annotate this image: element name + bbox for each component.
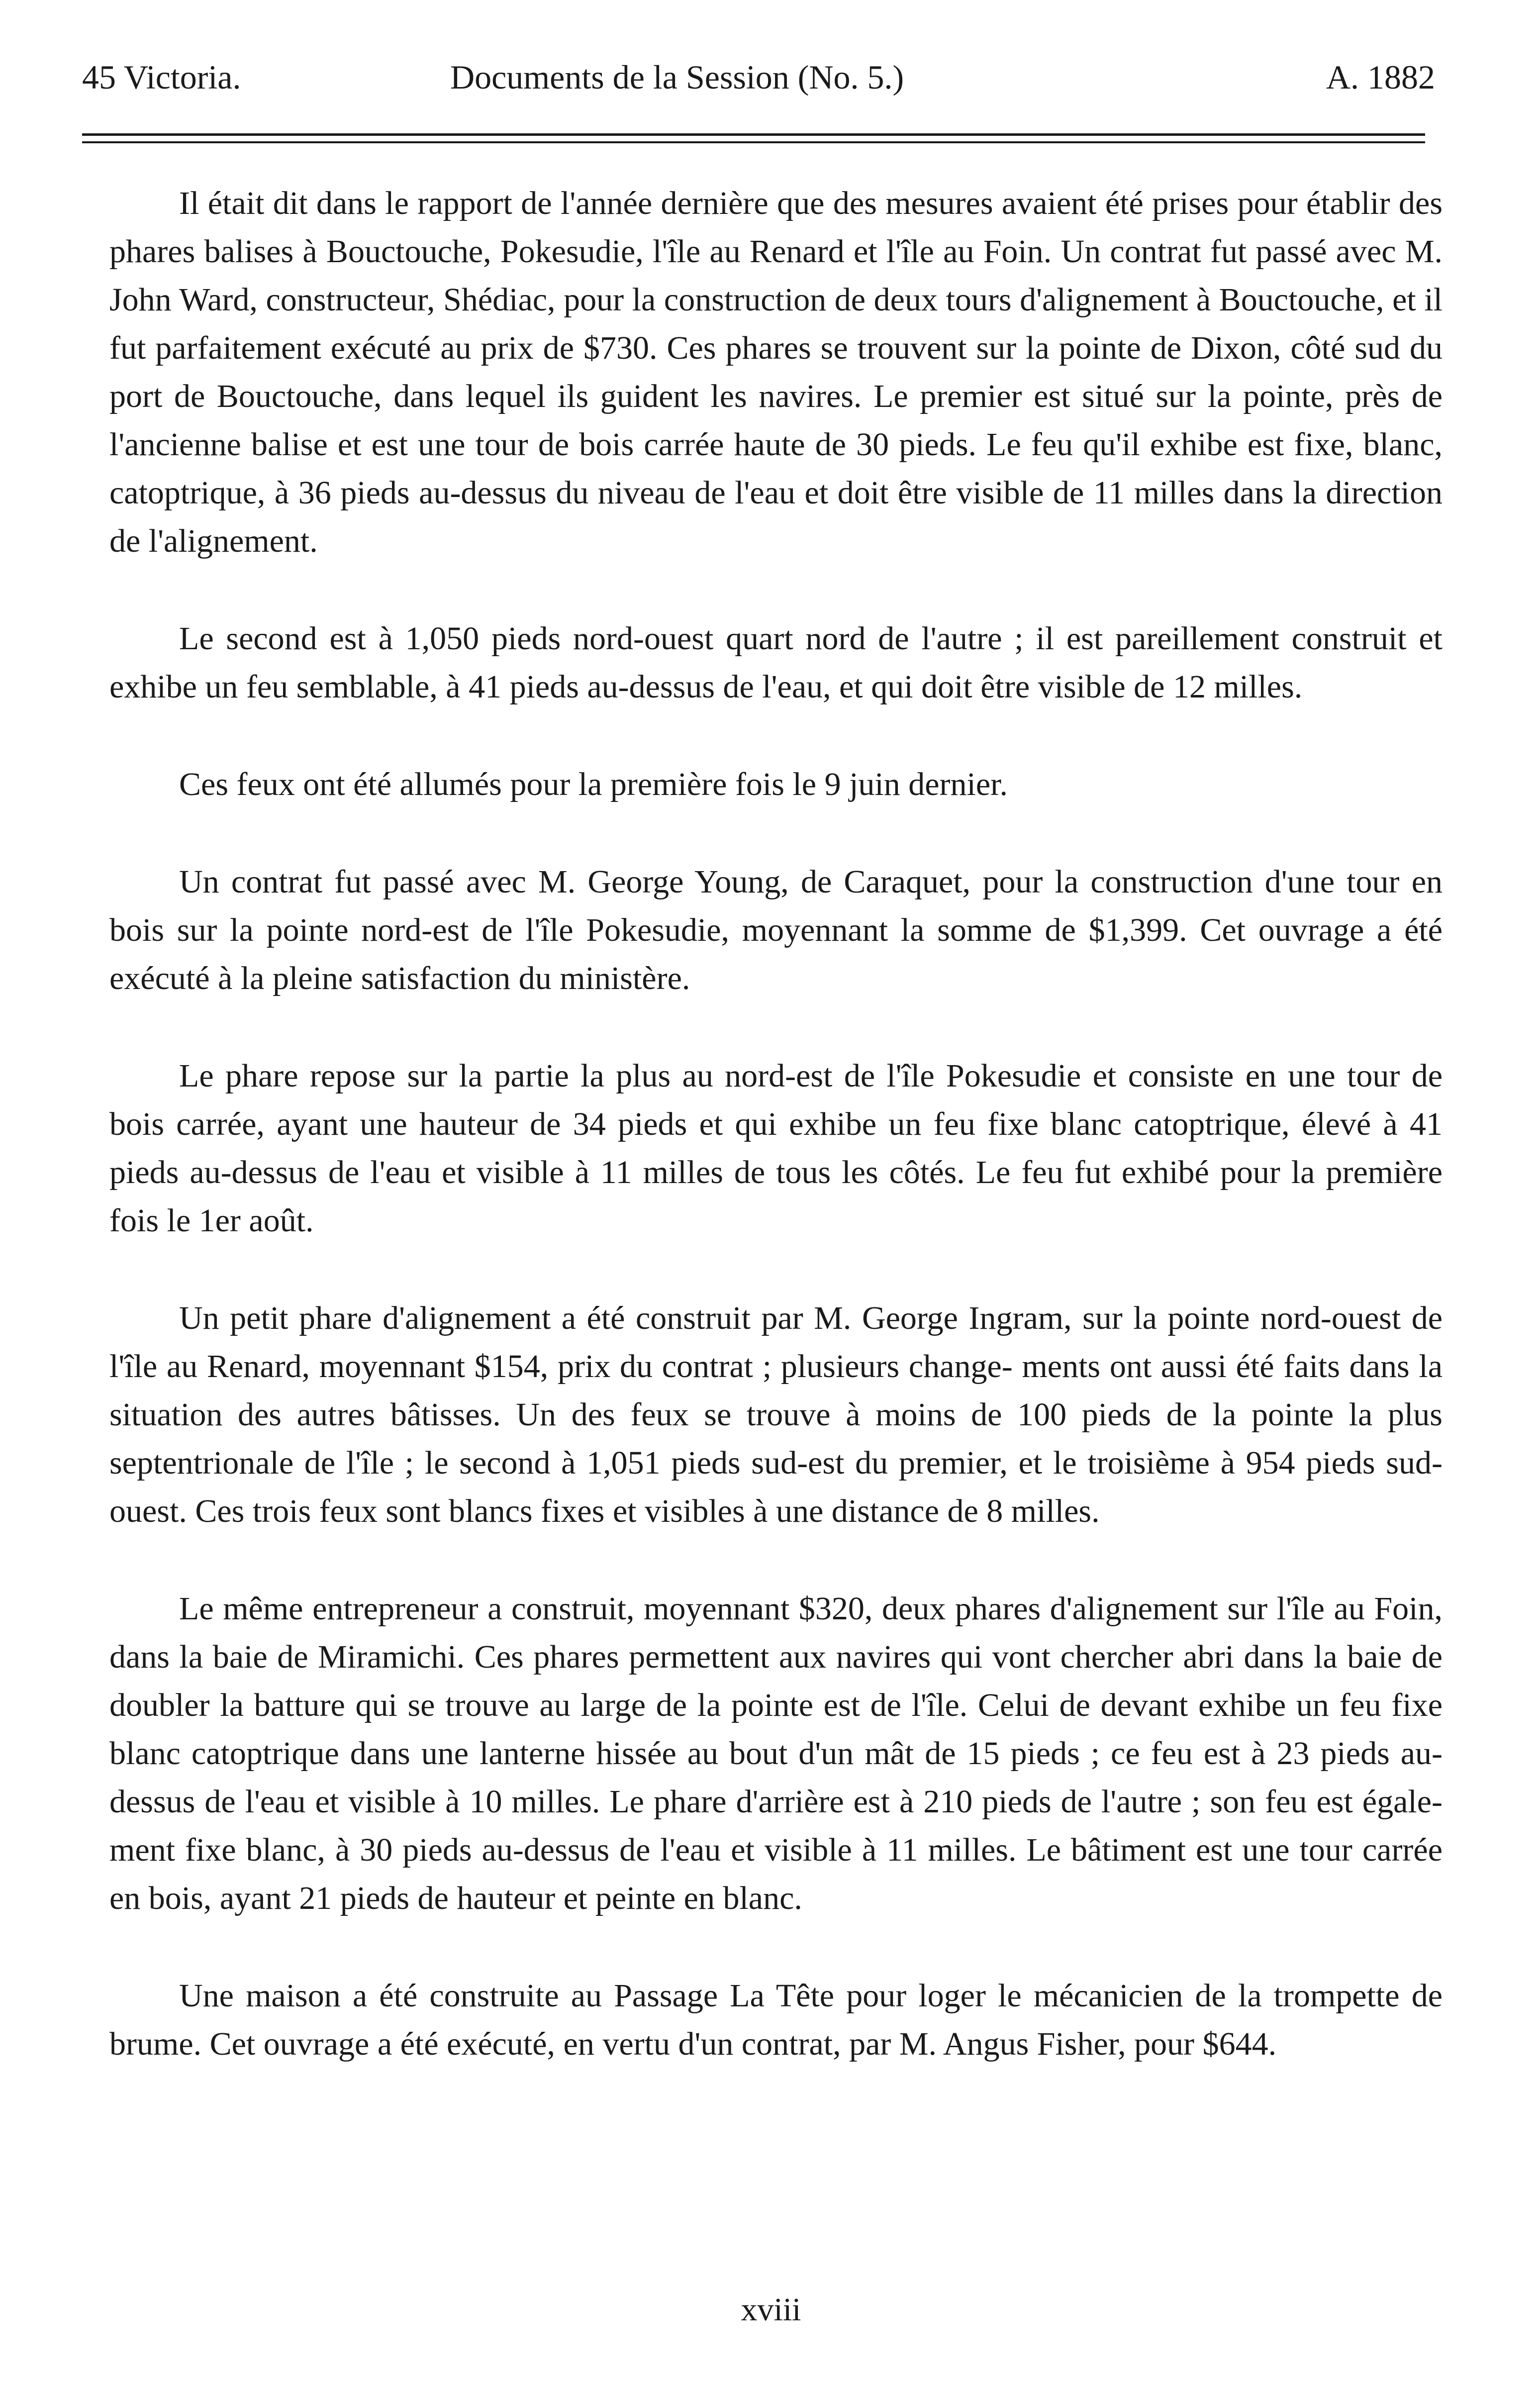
header-publication-year: A. 1882 bbox=[1326, 58, 1435, 96]
running-header bbox=[82, 47, 1435, 107]
paragraph-passage-la-tete: Une maison a été construite au Passage La Tête pour loger le mécanicien de la trompette de brume. Cet ouvrage a été exécuté, en vertu d'un contrat, par M. Angus Fisher, pour $644. bbox=[109, 1978, 1443, 2062]
page-number: xviii bbox=[741, 2291, 801, 2328]
paragraph-pokesudie-contract: Un contrat fut passé avec M. George Young, de Caraquet, pour la construction d'une tour en bois sur la pointe nord-est de l'île Pokesudie, moyennant la somme de $1,399. Cet ouvrage a été exécuté à la pleine satisfaction du ministère. bbox=[109, 864, 1443, 996]
header-session-year: 45 Victoria. bbox=[82, 58, 241, 96]
header-rule-top bbox=[82, 133, 1425, 136]
paragraph-second-light: Le second est à 1,050 pieds nord-ouest quart nord de l'autre ; il est pareillement construit et exhibe un feu semblable, à 41 pieds au-dessus de l'eau, et qui doit être visible de 12 milles. bbox=[109, 620, 1443, 705]
body-text bbox=[109, 179, 1443, 2068]
paragraph-ile-au-renard: Un petit phare d'alignement a été construit par M. George Ingram, sur la pointe nord-ouest de l'île au Renard, moyennant $154, prix du contrat ; plusieurs change- ments ont aussi été faits dans la situation des autres bâtisses. Un des feux se trouve à moins de 100 pieds de la pointe la plus septentrionale de l'île ; le second à 1,051 pieds sud-est du premier, et le troisième à 954 pieds sud-ouest. Ces trois feux sont blancs fixes et visibles à une distance de 8 milles. bbox=[109, 1300, 1443, 1529]
paragraph-lighting-date: Ces feux ont été allumés pour la première fois le 9 juin dernier. bbox=[179, 766, 1008, 802]
paragraph-ile-au-foin: Le même entrepreneur a construit, moyennant $320, deux phares d'alignement sur l'île au Foin, dans la baie de Miramichi. Ces phares permettent aux navires qui vont chercher abri dans la baie de doubler la batture qui se trouve au large de la pointe est de l'île. Celui de devant exhibe un feu fixe blanc catoptrique dans une lanterne hissée au bout d'un mât de 15 pieds ; ce feu est à 23 pieds au-dessus de l'eau et visible à 10 milles. Le phare d'arrière est à 210 pieds de l'autre ; son feu est égale- ment fixe blanc, à 30 pieds au-dessus de l'eau et visible à 11 milles. Le bâtiment est une tour carrée en bois, ayant 21 pieds de hauteur et peinte en blanc. bbox=[109, 1590, 1443, 1916]
paragraph-pokesudie-light: Le phare repose sur la partie la plus au nord-est de l'île Pokesudie et consiste en une tour de bois carrée, ayant une hauteur de 34 pieds et qui exhibe un feu fixe blanc catoptrique, élevé à 41 pieds au-dessus de l'eau et visible à 11 milles de tous les côtés. Le feu fut exhibé pour la première fois le 1er août. bbox=[109, 1058, 1443, 1239]
header-rule-bottom bbox=[82, 141, 1425, 143]
paragraph-bouctouche: Il était dit dans le rapport de l'année dernière que des mesures avaient été prises pour établir des phares balises à Bouctouche, Pokesudie, l'île au Renard et l'île au Foin. Un contrat fut passé avec M. John Ward, constructeur, Shédiac, pour la construction de deux tours d'alignement à Bouctouche, et il fut parfaitement exécuté au prix de $730. Ces phares se trouvent sur la pointe de Dixon, côté sud du port de Bouctouche, dans lequel ils guident les navires. Le premier est situé sur la pointe, près de l'ancienne balise et est une tour de bois carrée haute de 30 pieds. Le feu qu'il exhibe est fixe, blanc, catoptrique, à 36 pieds au-dessus du niveau de l'eau et doit être visible de 11 milles dans la direction de l'alignement. bbox=[109, 185, 1443, 559]
header-document-title: Documents de la Session (No. 5.) bbox=[450, 58, 904, 96]
